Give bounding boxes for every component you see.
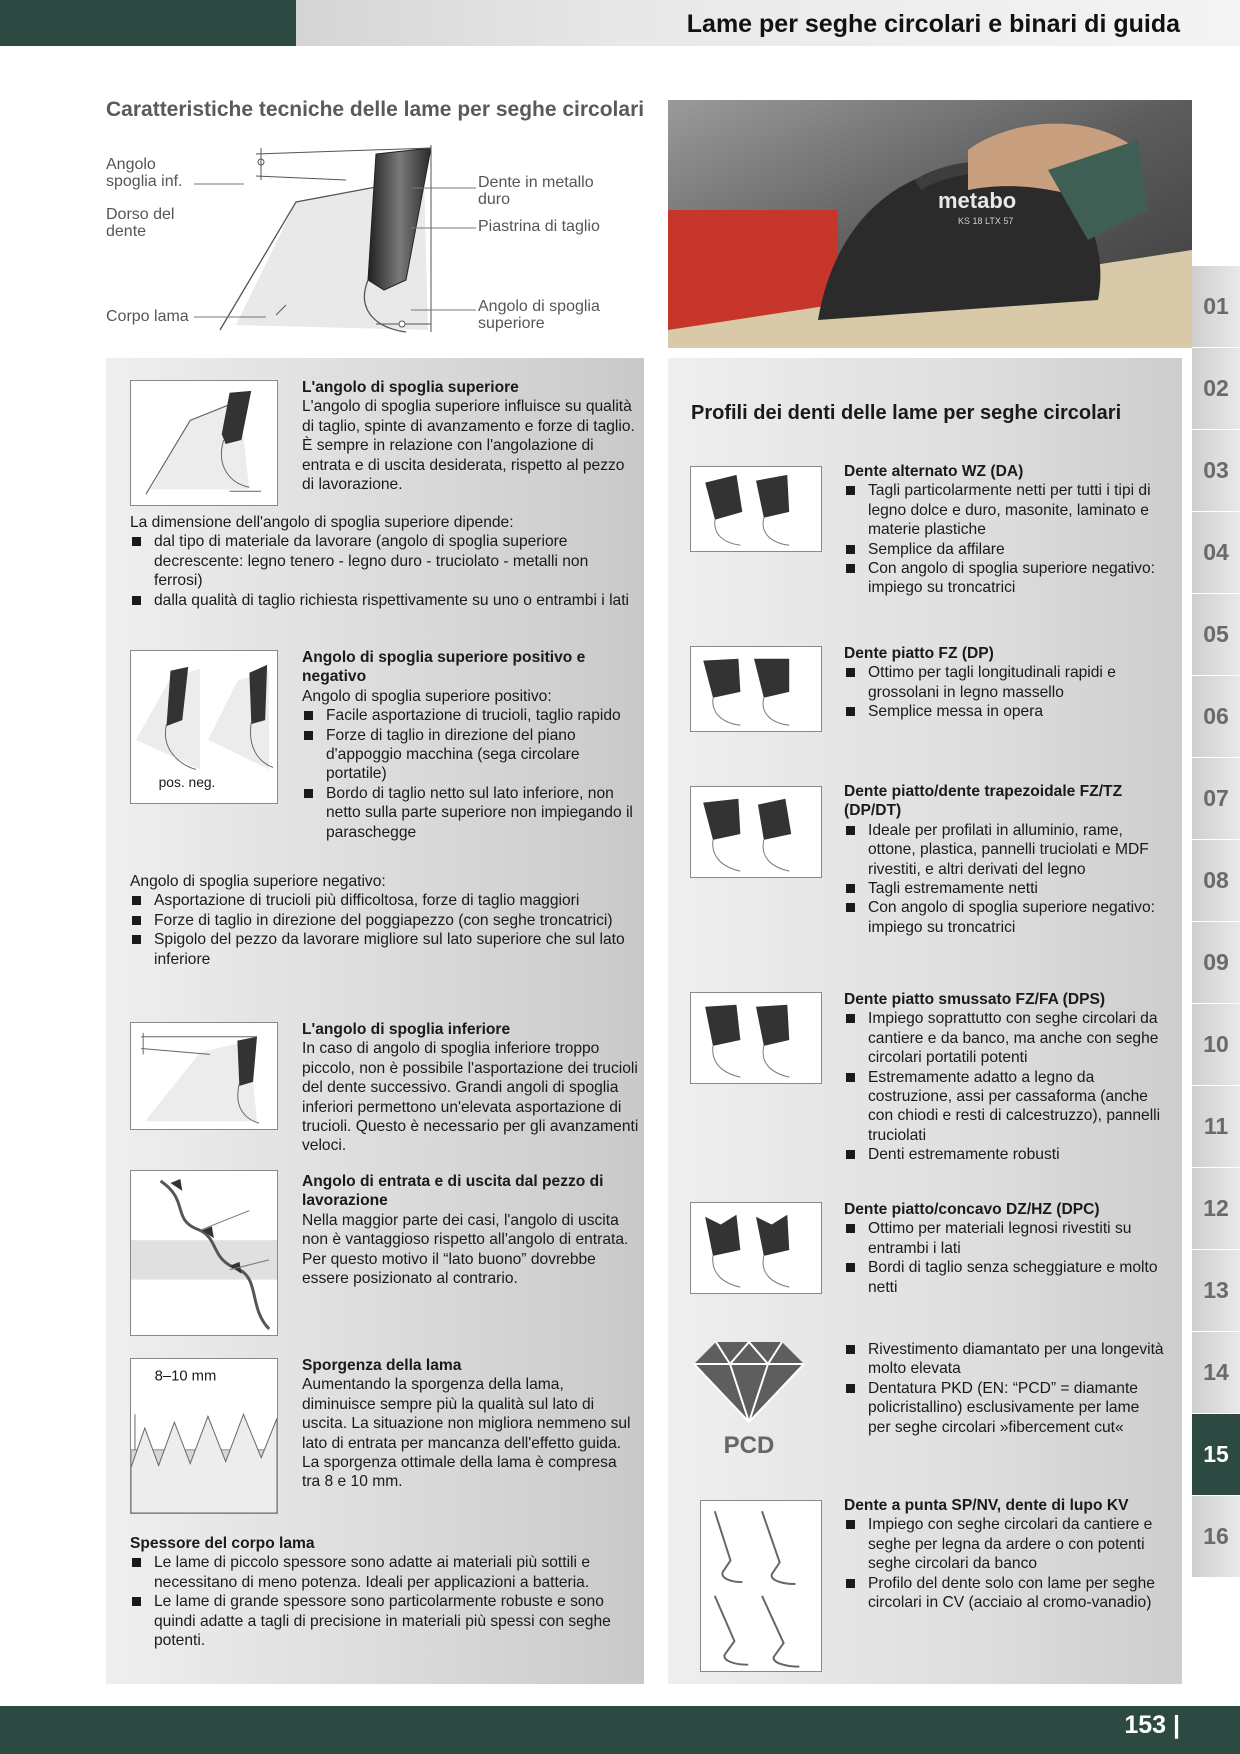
tab-10[interactable]: 10 [1192,1004,1240,1086]
heading-profile-fz-fa: Dente piatto smussato FZ/FA (DPS) [844,991,1106,1008]
label-dente: dente [106,223,147,240]
list-item: Estremamente adatto a legno da costruzione, assi per cassaforma (anche con chiodi e resti di calcestruzzo), pannelli truciolati [844,1068,1164,1146]
list-item: Tagli particolarmente netti per tutti i tipi di legno dolce e duro, masonite, laminato e materie plastiche [844,481,1164,539]
list-item: Ottimo per tagli longitudinali rapidi e grossolani in legno massello [844,663,1164,702]
list-item: Con angolo di spoglia superiore negativo: impiego su troncatrici [844,559,1164,598]
teeth-wz-svg [691,467,821,551]
heading-profile-fz-tz: Dente piatto/dente trapezoidale FZ/TZ (DP/DT) [844,783,1123,820]
heading-profile-sp-kv: Dente a punta SP/NV, dente di lupo KV [844,1497,1129,1514]
tab-15[interactable]: 15 [1192,1414,1240,1496]
list-item: Spigolo del pezzo da lavorare migliore sul lato superiore che sul lato inferiore [130,930,640,969]
heading-protrusion: Sporgenza della lama [302,1357,462,1374]
heading-profile-wz: Dente alternato WZ (DA) [844,463,1024,480]
block-pos-neg [302,648,638,842]
list-item: Tagli estremamente netti [844,879,1164,898]
tooth-anatomy-diagram [106,140,666,340]
tab-08[interactable]: 08 [1192,840,1240,922]
block-protrusion [302,1356,638,1492]
header-accent-bar [0,0,296,46]
block-entry-exit [302,1172,638,1288]
list-item: Impiego con seghe circolari da cantiere e seghe per legna da ardere o con potenti seghe circolari da banco [844,1515,1164,1573]
page-number: 153 | [1124,1711,1180,1739]
heading-body-thickness: Spessore del corpo lama [130,1535,315,1552]
block-profile-wz [844,462,1164,598]
text-neg-intro: Angolo di spoglia superiore negativo: [130,873,386,890]
clearance-angle-illustration [131,1023,277,1129]
tab-09[interactable]: 09 [1192,922,1240,1004]
heading-entry-exit: Angolo di entrata e di uscita dal pezzo di lavorazione [302,1173,604,1210]
list-item: Semplice messa in opera [844,702,1164,721]
list-item: Le lame di grande spessore sono particolarmente robuste e sono quindi adatte a tagli di precisione in materiali più spessi con seghe potenti. [130,1592,640,1650]
footer-bar [0,1706,1240,1754]
image-entry-exit [130,1170,278,1336]
tab-01[interactable]: 01 [1192,266,1240,348]
heading-profile-fz: Dente piatto FZ (DP) [844,645,994,662]
tab-02[interactable]: 02 [1192,348,1240,430]
block-profile-dz-hz [844,1200,1164,1297]
image-clearance-angle [130,1022,278,1130]
tab-07[interactable]: 07 [1192,758,1240,840]
caption-pos-neg: pos. neg. [158,774,216,791]
image-profile-sp-kv [700,1500,822,1672]
image-profile-wz [690,466,822,552]
tab-11[interactable]: 11 [1192,1086,1240,1168]
label-angolo-spoglia: Angolo di spoglia [478,298,600,315]
label-superiore: superiore [478,315,545,332]
label-dente-metallo: Dente in metallo [478,174,594,191]
tab-16[interactable]: 16 [1192,1496,1240,1578]
profiles-title: Profili dei denti delle lame per seghe circolari [691,402,1122,424]
block-profile-fz [844,644,1164,722]
heading-pos-neg: Angolo di spoglia superiore positivo e negativo [302,649,586,686]
image-blade-protrusion [130,1358,278,1514]
label-corpo-lama: Corpo lama [106,308,189,325]
list-item: Dentatura PKD (EN: “PCD” = diamante policristallino) esclusivamente per lame per seghe circolari »fibercement cut« [844,1379,1164,1437]
block-profile-sp-kv [844,1496,1164,1612]
list-item: Bordi di taglio senza scheggiature e molto netti [844,1258,1164,1297]
text-protrusion-optimal: La sporgenza ottimale della lama è compresa tra 8 e 10 mm. [302,1454,617,1491]
photo-brand: metabo [938,188,1017,213]
list-item: dalla qualità di taglio richiesta rispettivamente su uno o entrambi i lati [130,591,640,610]
image-profile-dz-hz [690,1202,822,1294]
diamond-svg [690,1338,808,1424]
list-item: Asportazione di trucioli più difficoltosa, forze di taglio maggiori [130,891,640,910]
block-clearance-angle [302,1020,644,1156]
diamond-icon [690,1338,808,1424]
block-profile-pcd [844,1340,1164,1437]
tab-12[interactable]: 12 [1192,1168,1240,1250]
label-dorso-del: Dorso del [106,206,175,223]
rake-angle-illustration [131,381,277,505]
teeth-spkv-svg [701,1501,821,1671]
label-spoglia-inf: spoglia inf. [106,173,183,190]
block-rake-depends [130,513,640,610]
list-item: Forze di taglio in direzione del piano d'appoggio macchina (sega circolare portatile) [302,726,638,784]
list-item: Forze di taglio in direzione del poggiapezzo (con seghe troncatrici) [130,911,640,930]
list-item: Denti estremamente robusti [844,1145,1164,1164]
image-profile-fz-tz [690,786,822,878]
text-protrusion: Aumentando la sporgenza della lama, diminuisce sempre più la qualità sul lato di uscita. La situazione non migliora nemmeno sul lato di entrata per mancanza dell'effetto guida. [302,1376,631,1452]
teeth-dzhz-svg [691,1203,821,1293]
heading-profile-dz-hz: Dente piatto/concavo DZ/HZ (DPC) [844,1201,1100,1218]
entry-exit-illustration [131,1171,277,1335]
list-item: Bordo di taglio netto sul lato inferiore, non netto sulla parte superiore non impiegando il paraschegge [302,784,638,842]
block-rake-angle [302,378,638,494]
heading-rake-angle: L'angolo di spoglia superiore [302,379,519,396]
teeth-fzfa-svg [691,993,821,1083]
list-item: Profilo del dente solo con lame per seghe circolari in CV (acciaio al cromo-vanadio) [844,1574,1164,1613]
label-piastrina: Piastrina di taglio [478,218,600,235]
section-title: Caratteristiche tecniche delle lame per seghe circolari [106,98,645,121]
image-profile-fz-fa [690,992,822,1084]
list-item: Ideale per profilati in alluminio, rame, ottone, plastica, pannelli truciolati e MDF rivestiti, e altri derivati del legno [844,821,1164,879]
heading-clearance-angle: L'angolo di spoglia inferiore [302,1021,511,1038]
tab-06[interactable]: 06 [1192,676,1240,758]
protrusion-illustration [131,1359,277,1513]
text-pos-intro: Angolo di spoglia superiore positivo: [302,687,552,705]
teeth-fztz-svg [691,787,821,877]
list-item: Ottimo per materiali legnosi rivestiti su entrambi i lati [844,1219,1164,1258]
text-rake-depends-intro: La dimensione dell'angolo di spoglia superiore dipende: [130,514,514,531]
block-profile-fz-fa [844,990,1164,1165]
pcd-label: PCD [723,1432,775,1459]
tab-05[interactable]: 05 [1192,594,1240,676]
page-title: Lame per seghe circolari e binari di guida [686,10,1180,38]
list-item: Impiego soprattutto con seghe circolari da cantiere e da banco, ma anche con seghe circolari portatili potenti [844,1009,1164,1067]
block-negative [130,872,640,969]
list-item: Facile asportazione di trucioli, taglio rapido [302,706,638,725]
chapter-tabs [1192,266,1240,1578]
list-item: dal tipo di materiale da lavorare (angolo di spoglia superiore decrescente: legno tenero - legno duro - truciolato - metalli non ferrosi) [130,532,640,590]
label-angolo: Angolo [106,156,156,173]
block-profile-fz-tz [844,782,1164,937]
list-item: Le lame di piccolo spessore sono adatte ai materiali più sottili e necessitano di meno potenza. Ideali per applicazioni a batteria. [130,1553,640,1592]
text-rake-angle: L'angolo di spoglia superiore influisce su qualità di taglio, spinte di avanzamento e forze di taglio. È sempre in relazione con l'angolazione di entrata e di uscita desiderata, rispetto al pezzo di lavorazione. [302,398,635,494]
teeth-fz-svg [691,647,821,731]
block-body-thickness [130,1534,640,1650]
product-photo [668,100,1192,348]
tab-14[interactable]: 14 [1192,1332,1240,1414]
tab-13[interactable]: 13 [1192,1250,1240,1332]
caption-protrusion: 8–10 mm [154,1368,217,1385]
pos-neg-illustration [131,651,277,803]
list-item: Rivestimento diamantato per una longevità molto elevata [844,1340,1164,1379]
photo-model: KS 18 LTX 57 [958,216,1014,226]
image-profile-fz [690,646,822,732]
image-rake-angle [130,380,278,506]
list-item: Semplice da affilare [844,540,1164,559]
tab-03[interactable]: 03 [1192,430,1240,512]
text-entry-exit: Nella maggior parte dei casi, l'angolo di uscita non è vantaggioso rispetto all'angolo di entrata. Per questo motivo il “lato buono” dovrebbe essere posizionato al contrario. [302,1211,629,1288]
saw-photo-svg [668,100,1192,348]
tab-04[interactable]: 04 [1192,512,1240,594]
text-clearance-angle: In caso di angolo di spoglia inferiore troppo piccolo, non è possibile l'asportazione dei trucioli del dente successivo. Grandi angoli di spoglia inferiori permettono un'elevata asportazione di trucioli. Questo è necessario per gli avanzamenti veloci. [302,1040,639,1155]
list-item: Con angolo di spoglia superiore negativo: impiego su troncatrici [844,898,1164,937]
image-pos-neg [130,650,278,804]
label-duro: duro [478,191,511,208]
